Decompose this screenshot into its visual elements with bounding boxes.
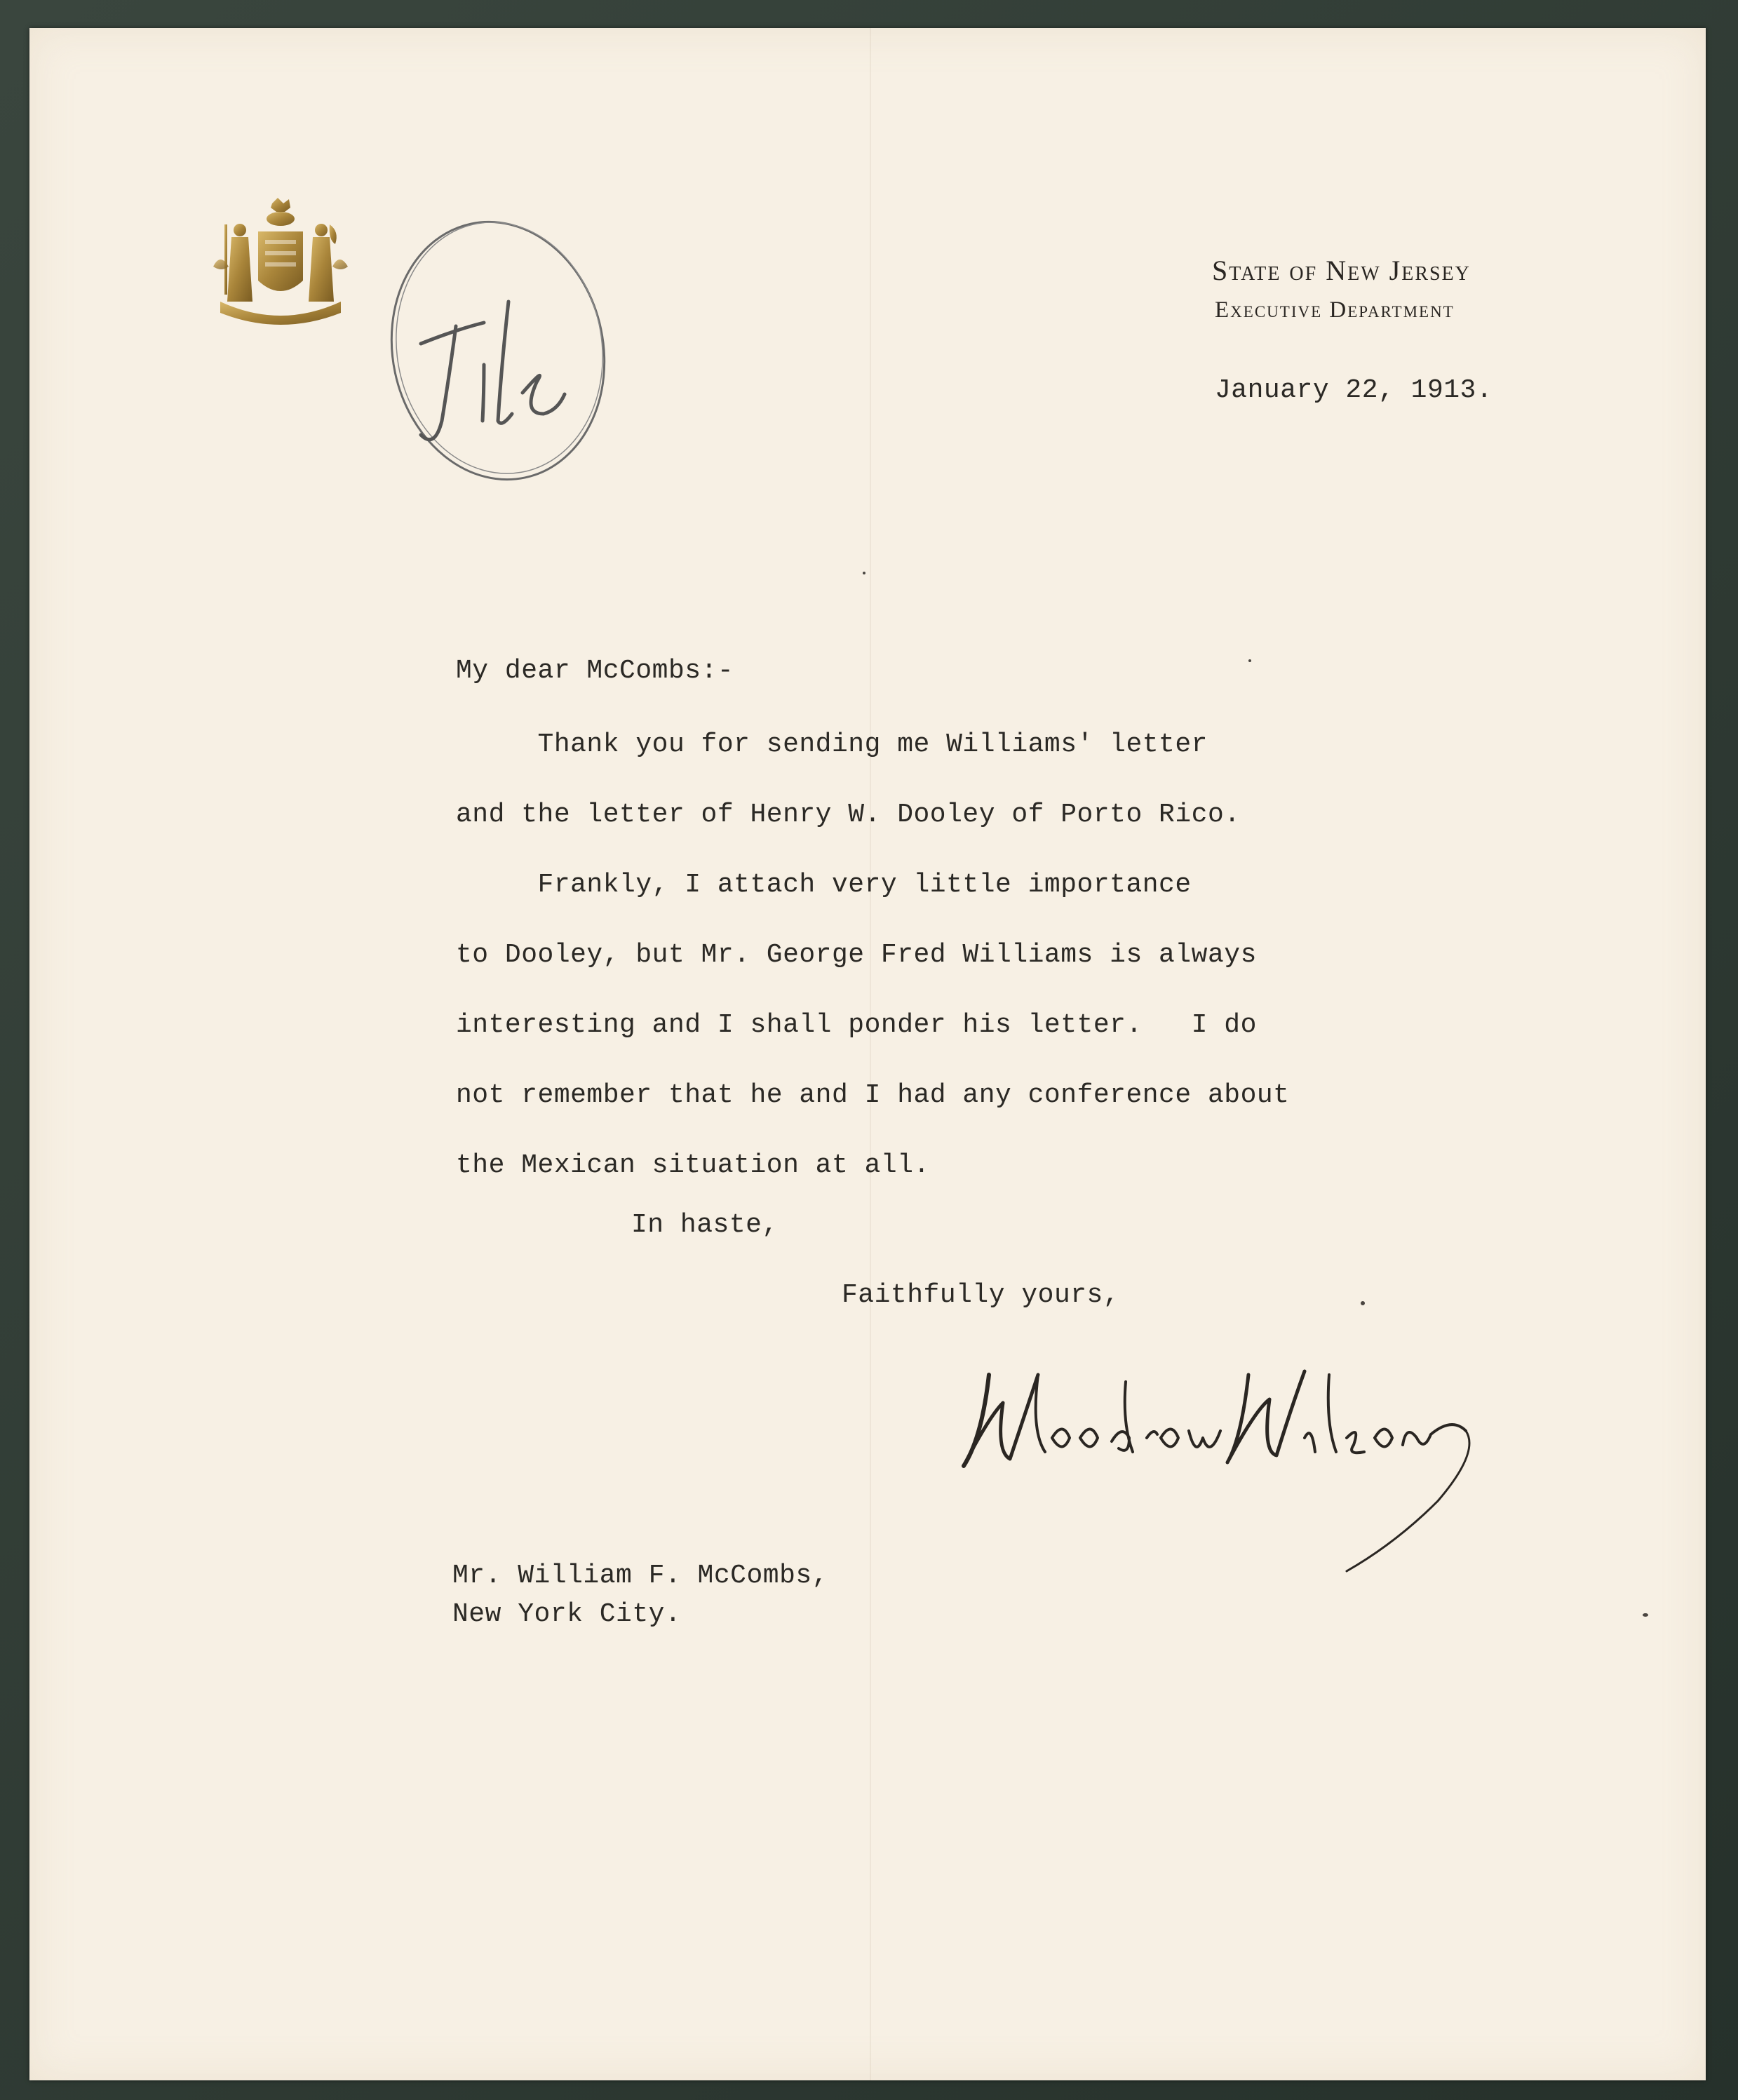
paper-speck [1643, 1613, 1648, 1617]
letterhead-state: State of New Jersey [1212, 255, 1471, 286]
paper-speck [863, 572, 865, 574]
letterhead-department: Executive Department [1215, 297, 1455, 323]
body-line: the Mexican situation at all. [456, 1150, 930, 1180]
paper-speck [1248, 659, 1251, 662]
letter-date: January 22, 1913. [1215, 375, 1493, 405]
body-line: Thank you for sending me Williams' letter [456, 729, 1208, 760]
paper-speck [1361, 1301, 1365, 1305]
recipient-name: Mr. William F. McCombs, [452, 1561, 828, 1591]
paper-fold [870, 28, 871, 2080]
letterhead [1164, 256, 1613, 323]
body-line: Frankly, I attach very little importance [456, 870, 1192, 900]
recipient-city: New York City. [452, 1599, 682, 1629]
body-line: and the letter of Henry W. Dooley of Porto Rico. [456, 800, 1241, 830]
state-seal-icon [210, 196, 351, 330]
body-line: interesting and I shall ponder his letter. I do [456, 1010, 1257, 1040]
file-pencil-mark [379, 210, 617, 491]
signature [947, 1333, 1494, 1585]
letter-page [29, 28, 1706, 2080]
sign-off: Faithfully yours, [842, 1280, 1120, 1310]
salutation: My dear McCombs:- [456, 656, 734, 686]
body-line: to Dooley, but Mr. George Fred Williams is always [456, 940, 1257, 970]
body-line: not remember that he and I had any conference about [456, 1080, 1290, 1110]
closing: In haste, [631, 1210, 779, 1240]
